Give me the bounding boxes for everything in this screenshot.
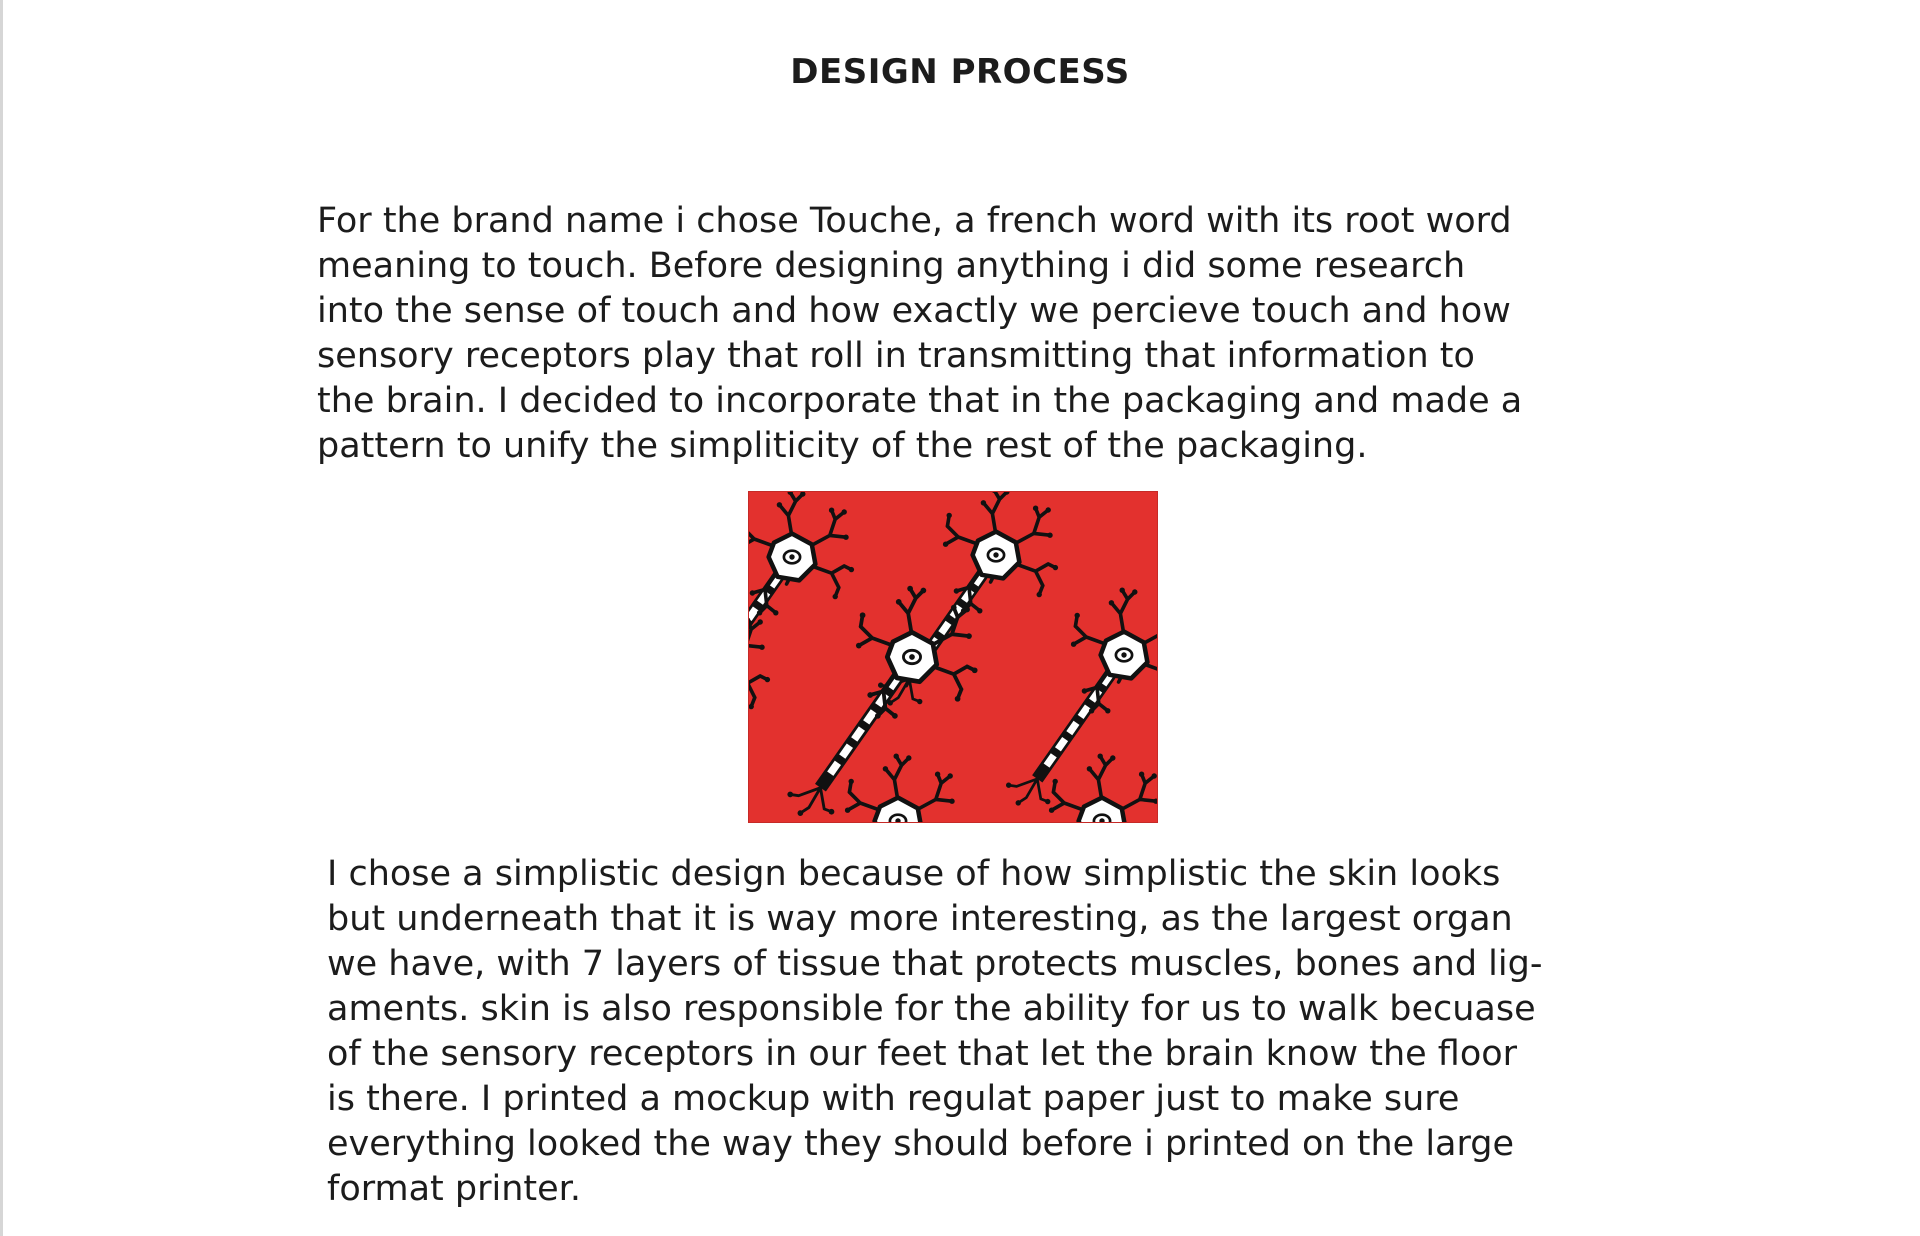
page-title: DESIGN PROCESS — [790, 52, 1130, 92]
page-left-border — [0, 0, 3, 1236]
intro-paragraph: For the brand name i chose Touche, a french word with its root word meaning to touch. Before designing anything i did some research into the sense of touch and how exactly we percieve touch and how sensory receptors play that roll in transmitting that information to the brain. I decided to incorporate that in the packaging and made a pattern to unify the simpliticity of the rest of the packaging. — [317, 201, 1523, 466]
design-paragraph: I chose a simplistic design because of how simplistic the skin looks but underneath that it is way more interesting, as the largest organ we have, with 7 layers of tissue that protects muscles, bones and lig- aments. skin is also responsible for the ability for us to walk becuase of the sensory receptors in our feet that let the brain know the floor is there. I printed a mockup with regulat paper just to make sure everything looked the way they should before i printed on the large format printer. — [327, 854, 1543, 1209]
neuron-pattern-icon — [748, 491, 1158, 823]
